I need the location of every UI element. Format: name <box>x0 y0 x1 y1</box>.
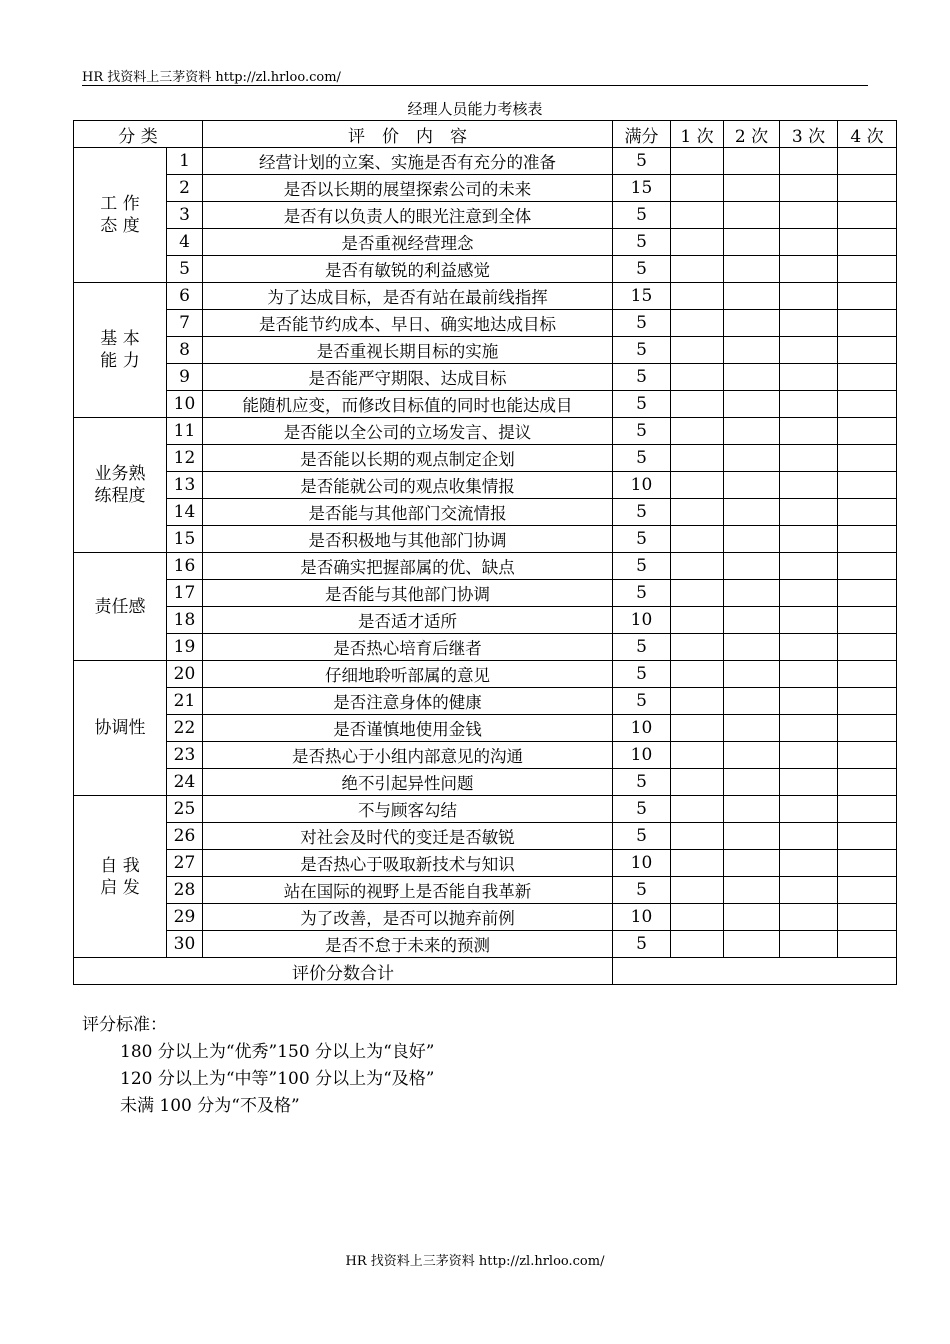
item-number: 23 <box>167 742 203 769</box>
item-number: 29 <box>167 904 203 931</box>
score-input-round-3[interactable] <box>780 661 838 688</box>
item-number: 1 <box>167 148 203 175</box>
category-cell <box>74 661 167 796</box>
score-input-round-3[interactable] <box>780 877 838 904</box>
criterion-text: 是否热心于小组内部意见的沟通 <box>203 742 613 769</box>
score-input-round-2[interactable] <box>724 391 780 418</box>
full-score: 5 <box>613 364 671 391</box>
score-input-round-2[interactable] <box>724 148 780 175</box>
table-row <box>74 661 897 688</box>
full-score: 15 <box>613 175 671 202</box>
table-row <box>74 418 897 445</box>
table-row <box>74 229 897 256</box>
standard-line: 未满 100 分为“不及格” <box>120 1096 300 1116</box>
score-input-round-4[interactable] <box>838 202 897 229</box>
score-input-round-3[interactable] <box>780 418 838 445</box>
score-input-round-2[interactable] <box>724 715 780 742</box>
item-number: 13 <box>167 472 203 499</box>
criterion-text: 经营计划的立案、实施是否有充分的准备 <box>203 148 613 175</box>
score-input-round-2[interactable] <box>724 904 780 931</box>
criterion-text: 是否有敏锐的利益感觉 <box>203 256 613 283</box>
score-input-round-2[interactable] <box>724 364 780 391</box>
score-input-round-3[interactable] <box>780 229 838 256</box>
table-row <box>74 742 897 769</box>
score-input-round-1[interactable] <box>671 688 724 715</box>
score-input-round-1[interactable] <box>671 418 724 445</box>
full-score: 5 <box>613 526 671 553</box>
score-input-round-1[interactable] <box>671 256 724 283</box>
item-number: 16 <box>167 553 203 580</box>
table-row <box>74 904 897 931</box>
standard-line: 180 分以上为“优秀”150 分以上为“良好” <box>120 1042 435 1062</box>
header-rule <box>82 85 868 86</box>
item-number: 21 <box>167 688 203 715</box>
item-number: 5 <box>167 256 203 283</box>
category-cell <box>74 148 167 283</box>
criterion-text: 是否能与其他部门协调 <box>203 580 613 607</box>
full-score: 10 <box>613 742 671 769</box>
score-input-round-2[interactable] <box>724 256 780 283</box>
table-row <box>74 445 897 472</box>
page-footer: HR 找资料上三茅资料 http://zl.hrloo.com/ <box>345 1254 605 1269</box>
score-input-round-1[interactable] <box>671 580 724 607</box>
score-input-round-1[interactable] <box>671 202 724 229</box>
score-input-round-4[interactable] <box>838 742 897 769</box>
total-label: 评价分数合计 <box>74 958 613 985</box>
full-score: 5 <box>613 229 671 256</box>
full-score: 10 <box>613 472 671 499</box>
score-input-round-3[interactable] <box>780 364 838 391</box>
score-input-round-4[interactable] <box>838 499 897 526</box>
score-input-round-4[interactable] <box>838 364 897 391</box>
score-input-round-4[interactable] <box>838 337 897 364</box>
table-row <box>74 850 897 877</box>
category-name: 协调性 <box>94 718 146 738</box>
standard-line: 120 分以上为“中等”100 分以上为“及格” <box>120 1069 435 1089</box>
criterion-text: 是否能就公司的观点收集情报 <box>203 472 613 499</box>
item-number: 10 <box>167 391 203 418</box>
score-input-round-4[interactable] <box>838 553 897 580</box>
full-score: 5 <box>613 256 671 283</box>
score-input-round-1[interactable] <box>671 499 724 526</box>
score-input-round-4[interactable] <box>838 418 897 445</box>
score-input-round-1[interactable] <box>671 337 724 364</box>
score-input-round-4[interactable] <box>838 634 897 661</box>
total-row <box>74 958 897 985</box>
score-input-round-1[interactable] <box>671 310 724 337</box>
score-input-round-1[interactable] <box>671 796 724 823</box>
category-cell <box>74 796 167 958</box>
table-row <box>74 283 897 310</box>
item-number: 26 <box>167 823 203 850</box>
score-input-round-4[interactable] <box>838 850 897 877</box>
score-input-round-2[interactable] <box>724 850 780 877</box>
table-row <box>74 769 897 796</box>
full-score: 5 <box>613 796 671 823</box>
score-input-round-1[interactable] <box>671 715 724 742</box>
item-number: 11 <box>167 418 203 445</box>
score-input-round-3[interactable] <box>780 580 838 607</box>
table-row <box>74 931 897 958</box>
item-number: 6 <box>167 283 203 310</box>
score-input-round-2[interactable] <box>724 796 780 823</box>
score-input-round-4[interactable] <box>838 769 897 796</box>
score-input-round-3[interactable] <box>780 607 838 634</box>
header-round-1: 1 次 <box>671 121 724 148</box>
score-input-round-3[interactable] <box>780 499 838 526</box>
category-name: 工 作 <box>100 194 140 214</box>
score-input-round-4[interactable] <box>838 391 897 418</box>
score-input-round-3[interactable] <box>780 526 838 553</box>
item-number: 27 <box>167 850 203 877</box>
score-input-round-1[interactable] <box>671 526 724 553</box>
item-number: 9 <box>167 364 203 391</box>
score-input-round-1[interactable] <box>671 634 724 661</box>
item-number: 12 <box>167 445 203 472</box>
full-score: 5 <box>613 877 671 904</box>
score-input-round-2[interactable] <box>724 553 780 580</box>
criterion-text: 是否能严守期限、达成目标 <box>203 364 613 391</box>
score-input-round-4[interactable] <box>838 445 897 472</box>
table-header-row <box>74 121 897 148</box>
score-input-round-1[interactable] <box>671 607 724 634</box>
category-name: 态 度 <box>100 216 140 236</box>
table-row <box>74 526 897 553</box>
category-name: 业务熟 <box>94 464 146 484</box>
header-full-score: 满分 <box>613 121 671 148</box>
table-row <box>74 175 897 202</box>
score-input-round-2[interactable] <box>724 931 780 958</box>
header-round-4: 4 次 <box>838 121 897 148</box>
item-number: 2 <box>167 175 203 202</box>
score-input-round-2[interactable] <box>724 310 780 337</box>
criterion-text: 是否能节约成本、早日、确实地达成目标 <box>203 310 613 337</box>
score-input-round-2[interactable] <box>724 202 780 229</box>
table-row <box>74 256 897 283</box>
score-input-round-3[interactable] <box>780 931 838 958</box>
criterion-text: 站在国际的视野上是否能自我革新 <box>203 877 613 904</box>
score-input-round-3[interactable] <box>780 175 838 202</box>
full-score: 15 <box>613 283 671 310</box>
full-score: 5 <box>613 931 671 958</box>
header-content: 评 价 内 容 <box>203 121 613 148</box>
score-input-round-3[interactable] <box>780 634 838 661</box>
criterion-text: 能随机应变，而修改目标值的同时也能达成目 <box>203 391 613 418</box>
full-score: 10 <box>613 904 671 931</box>
table-row <box>74 823 897 850</box>
table-row <box>74 499 897 526</box>
score-input-round-3[interactable] <box>780 283 838 310</box>
score-input-round-3[interactable] <box>780 148 838 175</box>
full-score: 5 <box>613 661 671 688</box>
score-input-round-4[interactable] <box>838 796 897 823</box>
score-input-round-3[interactable] <box>780 256 838 283</box>
item-number: 22 <box>167 715 203 742</box>
score-input-round-1[interactable] <box>671 850 724 877</box>
score-input-round-4[interactable] <box>838 688 897 715</box>
full-score: 5 <box>613 553 671 580</box>
score-input-round-3[interactable] <box>780 823 838 850</box>
score-input-round-2[interactable] <box>724 823 780 850</box>
score-input-round-2[interactable] <box>724 499 780 526</box>
criterion-text: 是否谨慎地使用金钱 <box>203 715 613 742</box>
full-score: 5 <box>613 580 671 607</box>
category-name: 基 本 <box>100 329 140 349</box>
score-input-round-2[interactable] <box>724 175 780 202</box>
full-score: 10 <box>613 607 671 634</box>
criterion-text: 不与顾客勾结 <box>203 796 613 823</box>
score-input-round-3[interactable] <box>780 202 838 229</box>
header-round-2: 2 次 <box>724 121 780 148</box>
score-input-round-1[interactable] <box>671 472 724 499</box>
item-number: 28 <box>167 877 203 904</box>
full-score: 10 <box>613 715 671 742</box>
score-input-round-2[interactable] <box>724 229 780 256</box>
score-input-round-3[interactable] <box>780 688 838 715</box>
item-number: 24 <box>167 769 203 796</box>
full-score: 5 <box>613 391 671 418</box>
score-input-round-1[interactable] <box>671 229 724 256</box>
score-input-round-3[interactable] <box>780 310 838 337</box>
score-input-round-3[interactable] <box>780 337 838 364</box>
item-number: 7 <box>167 310 203 337</box>
score-input-round-4[interactable] <box>838 472 897 499</box>
table-row <box>74 688 897 715</box>
score-input-round-3[interactable] <box>780 445 838 472</box>
criterion-text: 是否能以长期的观点制定企划 <box>203 445 613 472</box>
criterion-text: 是否重视经营理念 <box>203 229 613 256</box>
score-input-round-3[interactable] <box>780 715 838 742</box>
score-input-round-4[interactable] <box>838 526 897 553</box>
assessment-table <box>73 120 897 985</box>
table-row <box>74 877 897 904</box>
category-name: 自 我 <box>100 855 140 876</box>
score-input-round-2[interactable] <box>724 337 780 364</box>
category-name: 练程度 <box>94 486 146 506</box>
table-row <box>74 472 897 499</box>
criterion-text: 为了改善，是否可以抛弃前例 <box>203 904 613 931</box>
score-input-round-2[interactable] <box>724 607 780 634</box>
standard-label: 评分标准： <box>82 1015 167 1035</box>
full-score: 10 <box>613 850 671 877</box>
item-number: 30 <box>167 931 203 958</box>
score-input-round-2[interactable] <box>724 742 780 769</box>
table-row <box>74 202 897 229</box>
header-round-3: 3 次 <box>780 121 838 148</box>
item-number: 3 <box>167 202 203 229</box>
score-input-round-1[interactable] <box>671 283 724 310</box>
full-score: 5 <box>613 769 671 796</box>
score-input-round-2[interactable] <box>724 877 780 904</box>
full-score: 5 <box>613 337 671 364</box>
score-input-round-1[interactable] <box>671 769 724 796</box>
score-input-round-1[interactable] <box>671 391 724 418</box>
header-category: 分 类 <box>74 121 203 148</box>
score-input-round-3[interactable] <box>780 769 838 796</box>
full-score: 5 <box>613 499 671 526</box>
item-number: 4 <box>167 229 203 256</box>
score-input-round-2[interactable] <box>724 580 780 607</box>
criterion-text: 是否以长期的展望探索公司的未来 <box>203 175 613 202</box>
category-cell <box>74 283 167 418</box>
score-input-round-4[interactable] <box>838 931 897 958</box>
score-input-round-3[interactable] <box>780 391 838 418</box>
full-score: 5 <box>613 310 671 337</box>
score-input-round-1[interactable] <box>671 931 724 958</box>
score-input-round-4[interactable] <box>838 229 897 256</box>
score-input-round-4[interactable] <box>838 823 897 850</box>
score-input-round-3[interactable] <box>780 796 838 823</box>
table-row <box>74 553 897 580</box>
criterion-text: 是否注意身体的健康 <box>203 688 613 715</box>
criterion-text: 绝不引起异性问题 <box>203 769 613 796</box>
score-input-round-4[interactable] <box>838 175 897 202</box>
item-number: 19 <box>167 634 203 661</box>
category-cell <box>74 553 167 661</box>
scoring-standard <box>82 1012 434 1120</box>
table-row <box>74 148 897 175</box>
score-input-round-4[interactable] <box>838 607 897 634</box>
score-input-round-4[interactable] <box>838 877 897 904</box>
score-input-round-4[interactable] <box>838 661 897 688</box>
score-input-round-2[interactable] <box>724 634 780 661</box>
score-input-round-3[interactable] <box>780 742 838 769</box>
item-number: 17 <box>167 580 203 607</box>
criterion-text: 是否热心培育后继者 <box>203 634 613 661</box>
score-input-round-4[interactable] <box>838 715 897 742</box>
score-input-round-2[interactable] <box>724 472 780 499</box>
score-input-round-1[interactable] <box>671 742 724 769</box>
table-row <box>74 310 897 337</box>
total-value-cell[interactable] <box>613 958 897 985</box>
table-row <box>74 391 897 418</box>
table-row <box>74 364 897 391</box>
item-number: 20 <box>167 661 203 688</box>
criterion-text: 是否能与其他部门交流情报 <box>203 499 613 526</box>
item-number: 18 <box>167 607 203 634</box>
score-input-round-1[interactable] <box>671 553 724 580</box>
score-input-round-4[interactable] <box>838 148 897 175</box>
full-score: 5 <box>613 148 671 175</box>
score-input-round-3[interactable] <box>780 904 838 931</box>
criterion-text: 对社会及时代的变迁是否敏锐 <box>203 823 613 850</box>
score-input-round-1[interactable] <box>671 445 724 472</box>
score-input-round-2[interactable] <box>724 445 780 472</box>
criterion-text: 是否不怠于未来的预测 <box>203 931 613 958</box>
score-input-round-4[interactable] <box>838 256 897 283</box>
full-score: 5 <box>613 202 671 229</box>
criterion-text: 是否重视长期目标的实施 <box>203 337 613 364</box>
table-row <box>74 607 897 634</box>
table-row <box>74 796 897 823</box>
item-number: 25 <box>167 796 203 823</box>
criterion-text: 为了达成目标，是否有站在最前线指挥 <box>203 283 613 310</box>
criterion-text: 是否热心于吸取新技术与知识 <box>203 850 613 877</box>
criterion-text: 仔细地聆听部属的意见 <box>203 661 613 688</box>
score-input-round-1[interactable] <box>671 175 724 202</box>
score-input-round-2[interactable] <box>724 526 780 553</box>
score-input-round-2[interactable] <box>724 688 780 715</box>
score-input-round-2[interactable] <box>724 418 780 445</box>
full-score: 5 <box>613 418 671 445</box>
full-score: 5 <box>613 634 671 661</box>
score-input-round-1[interactable] <box>671 823 724 850</box>
score-input-round-4[interactable] <box>838 904 897 931</box>
score-input-round-4[interactable] <box>838 580 897 607</box>
table-row <box>74 580 897 607</box>
item-number: 15 <box>167 526 203 553</box>
score-input-round-1[interactable] <box>671 148 724 175</box>
score-input-round-3[interactable] <box>780 472 838 499</box>
item-number: 14 <box>167 499 203 526</box>
full-score: 5 <box>613 445 671 472</box>
table-row <box>74 715 897 742</box>
criterion-text: 是否适才适所 <box>203 607 613 634</box>
score-input-round-1[interactable] <box>671 877 724 904</box>
score-input-round-2[interactable] <box>724 283 780 310</box>
full-score: 5 <box>613 688 671 715</box>
full-score: 5 <box>613 823 671 850</box>
criterion-text: 是否有以负责人的眼光注意到全体 <box>203 202 613 229</box>
table-row <box>74 337 897 364</box>
category-name: 能 力 <box>100 351 140 371</box>
score-input-round-3[interactable] <box>780 850 838 877</box>
criterion-text: 是否能以全公司的立场发言、提议 <box>203 418 613 445</box>
category-name: 责任感 <box>94 596 146 617</box>
criterion-text: 是否确实把握部属的优、缺点 <box>203 553 613 580</box>
score-input-round-4[interactable] <box>838 310 897 337</box>
score-input-round-1[interactable] <box>671 661 724 688</box>
score-input-round-1[interactable] <box>671 904 724 931</box>
category-name: 启 发 <box>100 877 140 898</box>
score-input-round-2[interactable] <box>724 661 780 688</box>
table-row <box>74 634 897 661</box>
criterion-text: 是否积极地与其他部门协调 <box>203 526 613 553</box>
page-title: 经理人员能力考核表 <box>407 100 543 118</box>
item-number: 8 <box>167 337 203 364</box>
category-cell <box>74 418 167 553</box>
score-input-round-3[interactable] <box>780 553 838 580</box>
score-input-round-1[interactable] <box>671 364 724 391</box>
score-input-round-2[interactable] <box>724 769 780 796</box>
page-header: HR 找资料上三茅资料 http://zl.hrloo.com/ <box>82 70 341 85</box>
score-input-round-4[interactable] <box>838 283 897 310</box>
